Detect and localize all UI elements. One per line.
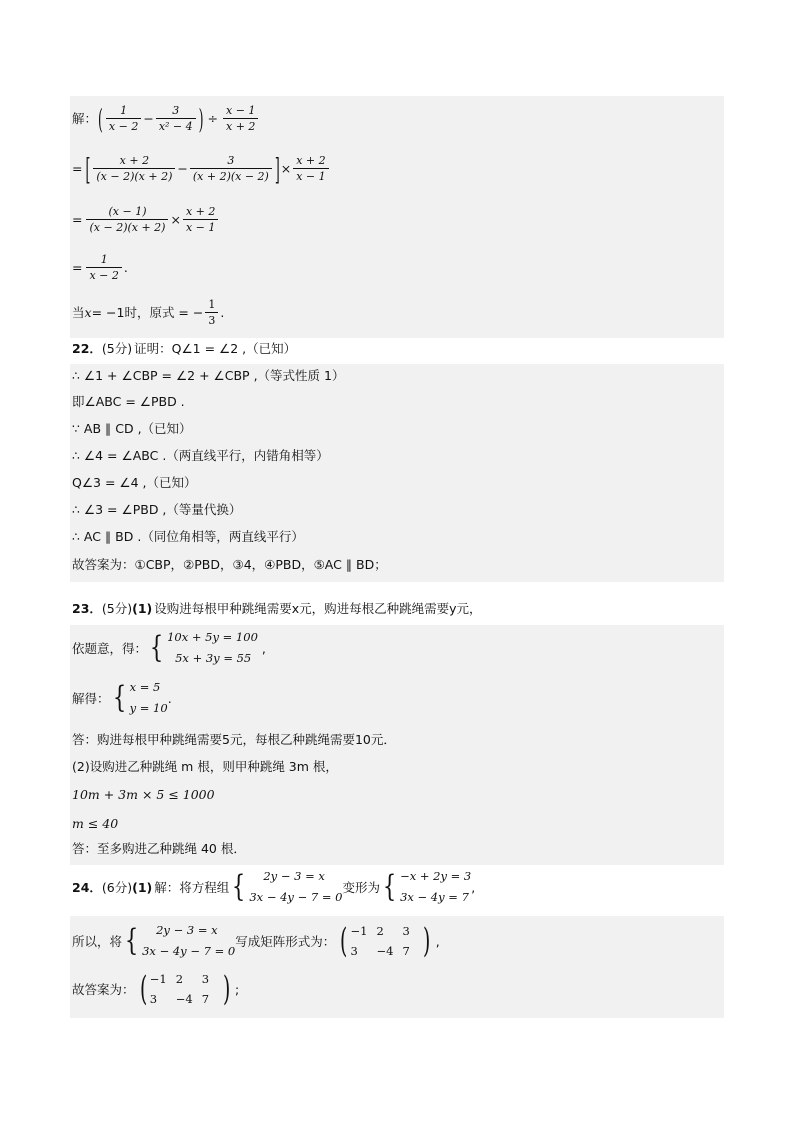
- sol24-line-2: 所以，将 { 2y − 3 = x 3x − 4y − 7 = 0 写成矩阵形式为： ( −1 2 3 3 −4 7 ) ,: [72, 921, 440, 961]
- fraction: $\frac{x + 2}{x - 1}$: [293, 154, 328, 183]
- sol23-part-2: (2)设购进乙种跳绳 m 根，则甲种跳绳 3m 根，: [72, 759, 338, 774]
- equation-system: { 10x + 5y = 100 5x + 3y = 55: [149, 630, 258, 665]
- left-brace: {: [382, 869, 397, 904]
- sol23-answer-1: 答：购进每根甲种跳绳需要5元，每根乙种跳绳需要10元．: [72, 732, 396, 747]
- sol24-answer: 故答案为： ( −1 2 3 3 −4 7 ) ;: [72, 969, 240, 1009]
- sol23-heading: 23． (5分) (1) 设购进每根甲种跳绳需要x元，购进每根乙种跳绳需要y元，: [72, 600, 482, 616]
- left-brace: {: [124, 923, 139, 958]
- sol23-inequality-1: 10m + 3m × 5 ≤ 1000: [72, 786, 215, 802]
- sol22-line-5: Q∠3 = ∠4 ,（已知）: [72, 475, 197, 490]
- left-bracket: [: [85, 150, 91, 186]
- sol22-line-6: ∴ ∠3 = ∠PBD ,（等量代换）: [72, 502, 242, 517]
- fraction: $\frac{3}{(x + 2)(x - 2)}$: [190, 154, 272, 183]
- sol24-heading: 24． (6分) (1) 解：将方程组 { 2y − 3 = x 3x − 4y − 7 = 0 变形为 { −x + 2y = 3 3x − 4y = 7 ,: [72, 864, 475, 910]
- matrix: ( −1 2 3 3 −4 7 ): [340, 921, 431, 961]
- fraction: $\frac{1}{3}$: [205, 298, 218, 327]
- sol21-line-5: 当 x = −1时，原式 = − $\frac{1}{3}$ .: [72, 297, 225, 327]
- sol23-system-1: 依题意，得： { 10x + 5y = 100 5x + 3y = 55 ,: [72, 626, 266, 670]
- right-paren: ): [198, 101, 204, 135]
- sol23-answer-2: 答：至多购进乙种跳绳 40 根．: [72, 841, 246, 856]
- sol22-line-7: ∴ AC ∥ BD .（同位角相等，两直线平行）: [72, 529, 304, 544]
- sol21-line-1: 解： ( $\frac{1}{x - 2}$ − $\frac{3}{\text{x² − 4}}$ ) ÷ $\frac{x - 1}{x + 2}$: [72, 98, 260, 138]
- left-brace: {: [112, 680, 126, 715]
- solution-prefix: 解：: [72, 111, 98, 126]
- fraction: $\frac{x - 1}{x + 2}$: [223, 104, 258, 133]
- fraction: $\frac{3}{\text{x² − 4}}$: [156, 104, 196, 133]
- sol23-system-2: 解得： { x = 5 y = 10 .: [72, 676, 172, 720]
- sol22-line-2: 即∠ABC = ∠PBD .: [72, 394, 185, 409]
- fraction: $\frac{x + 2}{(x - 2)(x + 2)}$: [93, 154, 175, 183]
- equation-system: { −x + 2y = 3 3x − 4y = 7: [382, 869, 472, 904]
- matrix: ( −1 2 3 3 −4 7 ): [139, 969, 231, 1009]
- sol21-line-4: = $\frac{1}{x - 2}$ .: [72, 252, 128, 282]
- fraction: $\frac{(x - 1)}{(x - 2)(x + 2)}$: [86, 205, 168, 234]
- sol21-line-3: = $\frac{(x - 1)}{(x - 2)(x + 2)}$ × $\frac{x + 2}{x - 1}$: [72, 198, 220, 240]
- sol23-inequality-2: m ≤ 40: [72, 815, 119, 831]
- equation-system: { 2y − 3 = x 3x − 4y − 7 = 0: [232, 869, 343, 904]
- fraction: $\frac{1}{x - 2}$: [86, 253, 121, 282]
- equation-system: { x = 5 y = 10: [112, 680, 168, 715]
- sol22-line-1: ∴ ∠1 + ∠CBP = ∠2 + ∠CBP ,（等式性质 1）: [72, 368, 345, 383]
- sol22-heading: 22． (5分) 证明：Q∠1 = ∠2 ,（已知）: [72, 341, 297, 356]
- left-paren: (: [98, 101, 103, 135]
- right-bracket: ]: [274, 150, 280, 186]
- sol22-line-4: ∴ ∠4 = ∠ABC .（两直线平行，内错角相等）: [72, 448, 329, 463]
- left-brace: {: [232, 869, 246, 904]
- sol22-line-3: ∵ AB ∥ CD ,（已知）: [72, 421, 192, 436]
- fraction: $\frac{1}{x - 2}$: [106, 104, 141, 133]
- left-brace: {: [149, 630, 164, 665]
- equation-system: { 2y − 3 = x 3x − 4y − 7 = 0: [124, 923, 236, 958]
- sol21-line-2: = [ $\frac{x + 2}{(x - 2)(x + 2)}$ − $\frac{3}{(x + 2)(x - 2)}$ ] × $\frac{x + 2}{x - 1}$: [72, 146, 331, 190]
- fraction: $\frac{x + 2}{x - 1}$: [183, 205, 218, 234]
- sol22-answer: 故答案为：①CBP，②PBD，③4，④PBD，⑤AC ∥ BD；: [72, 557, 387, 572]
